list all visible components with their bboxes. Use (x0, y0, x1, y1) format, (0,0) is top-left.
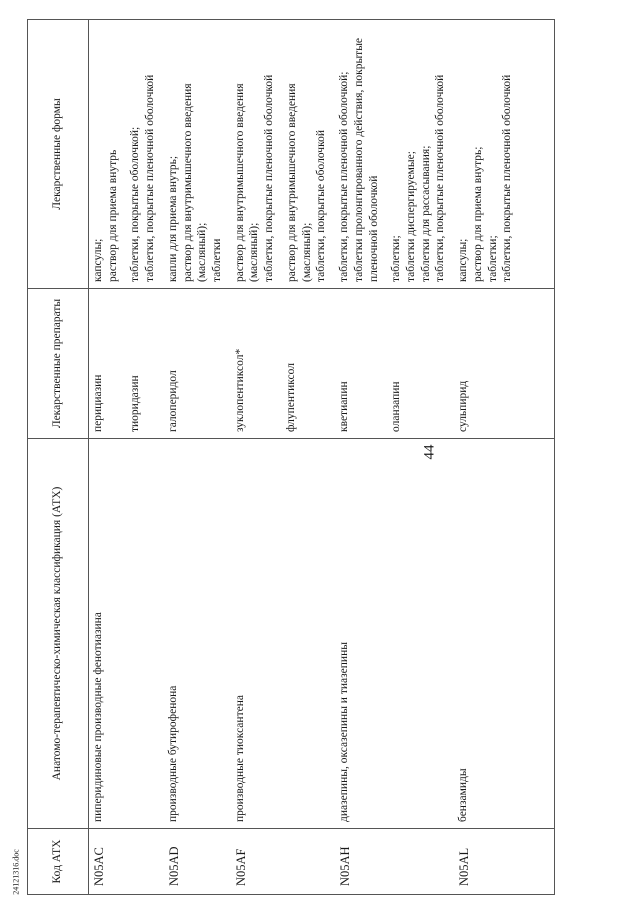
drug-name: сульпирид (457, 380, 470, 432)
dosage-form: раствор для приема внутрь (106, 149, 119, 282)
table-row (231, 20, 335, 895)
dosage-forms-group (166, 26, 225, 282)
drug-cell (89, 289, 164, 439)
table-row (454, 20, 555, 895)
table-row (335, 20, 454, 895)
dosage-form: таблетки, покрытые пленочной оболочкой; (338, 71, 351, 282)
dosage-forms-group (337, 26, 381, 282)
dosage-form: таблетки, покрытые пленочной оболочкой (144, 74, 157, 282)
dosage-form: раствор для внутримышечного введения (масляный); (285, 83, 313, 282)
dosage-form: раствор для приема внутрь; (471, 146, 484, 282)
atc-code-cell: N05AF (231, 829, 335, 895)
header-forms: Лекарственные формы (28, 20, 89, 289)
dosage-forms-group (233, 26, 277, 282)
dosage-forms-group (389, 26, 448, 282)
atc-group-cell: диазепины, оксазепины и тиазепины (335, 439, 454, 829)
dosage-form: капли для приема внутрь; (166, 155, 179, 282)
dosage-form: таблетки для рассасывания; (419, 145, 432, 282)
drug-name: тиоридазин (128, 375, 141, 432)
table-body (89, 20, 555, 895)
rotated-table-container (27, 20, 532, 895)
forms-cell (164, 20, 231, 289)
dosage-form: раствор для внутримышечного введения (масляный); (181, 83, 209, 282)
dosage-form: таблетки; (486, 235, 499, 282)
forms-cell (89, 20, 164, 289)
table-row (89, 20, 164, 895)
dosage-forms-group (91, 26, 120, 282)
dosage-form: таблетки, покрытые оболочкой; (129, 126, 142, 282)
atc-group-cell: производные бутирофенона (164, 439, 231, 829)
atc-group-cell: производные тиоксантена (231, 439, 335, 829)
dosage-form: таблетки, покрытые пленочной оболочкой (501, 74, 514, 282)
dosage-form: капсулы; (457, 238, 470, 282)
drug-cell (164, 289, 231, 439)
atc-code-cell: N05AC (89, 829, 164, 895)
dosage-form: таблетки (211, 238, 224, 282)
drug-name: флупентиксол (285, 363, 298, 432)
atc-group-cell: бензамиды (454, 439, 555, 829)
file-label: 24121316.doc (11, 849, 21, 895)
drug-name: галоперидол (166, 370, 179, 432)
drug-cell (231, 289, 335, 439)
atc-code-cell: N05AD (164, 829, 231, 895)
dosage-form: таблетки, покрытые пленочной оболочкой (263, 74, 276, 282)
atc-group-cell: пиперидиновые производные фенотиазина (89, 439, 164, 829)
table-row (164, 20, 231, 895)
dosage-form: таблетки, покрытые оболочкой (315, 130, 328, 282)
forms-cell (335, 20, 454, 289)
drug-name: оланзапин (389, 381, 402, 432)
forms-cell (231, 20, 335, 289)
atc-table (27, 19, 555, 895)
header-drugs: Лекарственные препараты (28, 289, 89, 439)
drug-cell (454, 289, 555, 439)
dosage-forms-group (285, 26, 329, 282)
atc-code-cell: N05AL (454, 829, 555, 895)
dosage-form: капсулы; (92, 238, 104, 282)
header-code: Код АТХ (28, 829, 89, 895)
forms-cell (454, 20, 555, 289)
drug-name: зуклопентиксол* (233, 348, 246, 432)
dosage-forms-group (456, 26, 515, 282)
drug-cell (335, 289, 454, 439)
dosage-form: таблетки, покрытые пленочной оболочкой (434, 74, 447, 282)
drug-name: перициазин (92, 374, 104, 432)
page-number: 44 (421, 444, 438, 460)
dosage-form: таблетки пролонгированного действия, покрытые пленочной оболочкой (352, 37, 380, 282)
dosage-form: раствор для внутримышечного введения (масляный); (233, 83, 261, 282)
dosage-forms-group (128, 26, 157, 282)
dosage-form: таблетки диспергируемые; (404, 151, 417, 282)
dosage-form: таблетки; (390, 235, 403, 282)
atc-code-cell: N05AH (335, 829, 454, 895)
drug-name: кветиапин (338, 381, 351, 432)
header-classification: Анатомо-терапевтическо-химическая классификация (АТХ) (28, 439, 89, 829)
table-header-row (28, 20, 89, 895)
